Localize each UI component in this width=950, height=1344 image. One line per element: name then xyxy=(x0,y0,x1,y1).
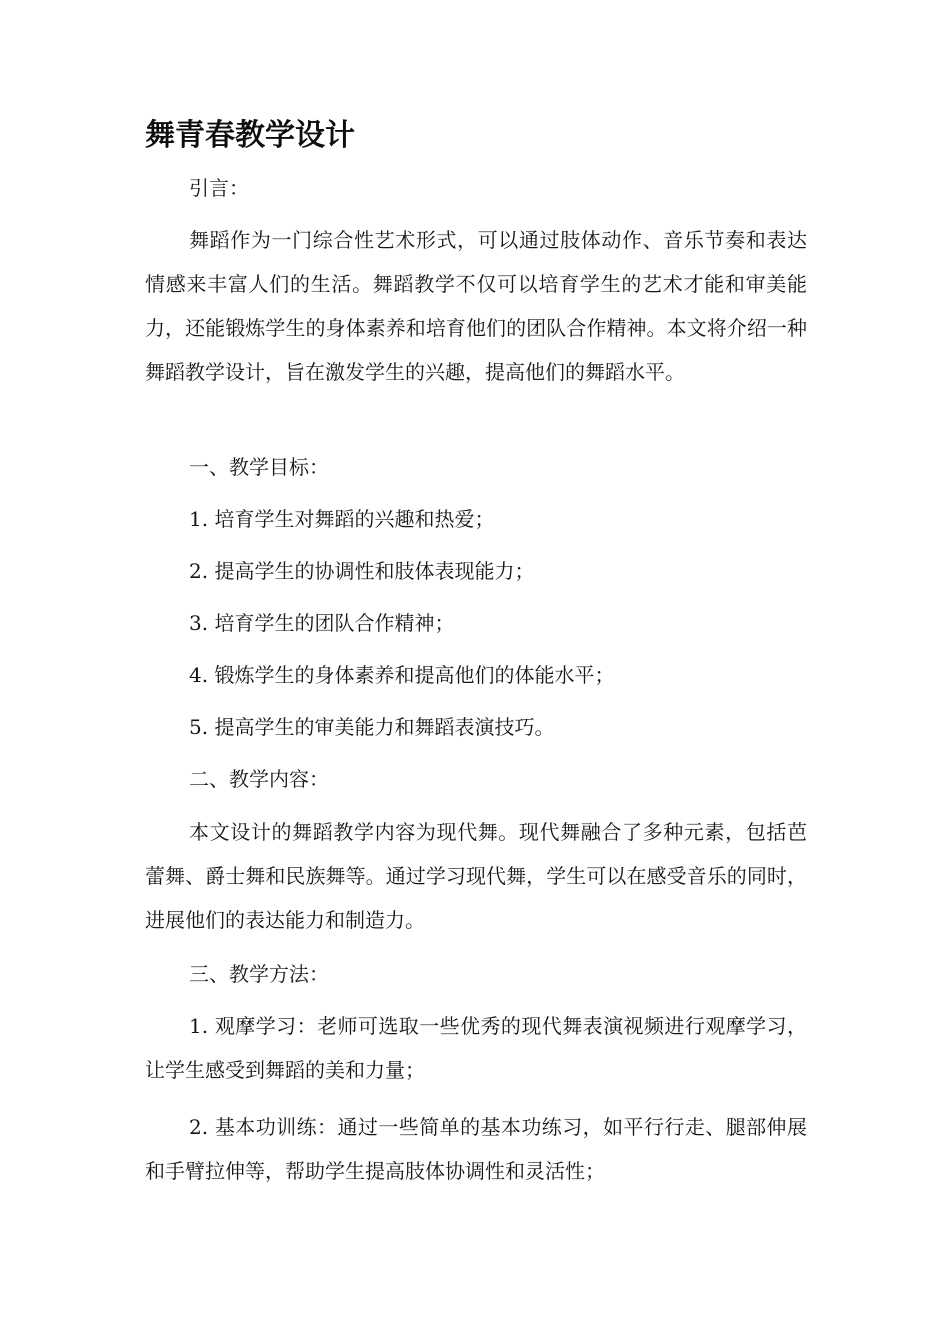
document-title: 舞青春教学设计 xyxy=(145,118,355,153)
section-heading-methods: 三、教学方法： xyxy=(189,962,329,986)
goal-item: 4. 锻炼学生的身体素养和提高他们的体能水平； xyxy=(189,663,615,687)
section-heading-goals: 一、教学目标： xyxy=(189,455,329,479)
content-paragraph: 本文设计的舞蹈教学内容为现代舞。现代舞融合了多种元素，包括芭蕾舞、爵士舞和民族舞等。通过学习现代舞，学生可以在感受音乐的同时，进展他们的表达能力和制造力。 xyxy=(145,820,807,932)
section-heading-content: 二、教学内容： xyxy=(189,767,329,791)
goal-item: 5. 提高学生的审美能力和舞蹈表演技巧。 xyxy=(189,715,555,739)
intro-label: 引言： xyxy=(189,176,249,200)
goal-item: 2. 提高学生的协调性和肢体表现能力； xyxy=(189,559,535,583)
intro-paragraph: 舞蹈作为一门综合性艺术形式，可以通过肢体动作、音乐节奏和表达情感来丰富人们的生活。舞蹈教学不仅可以培育学生的艺术才能和审美能力，还能锻炼学生的身体素养和培育他们的团队合作精神。本文将介绍一种舞蹈教学设计，旨在激发学生的兴趣，提高他们的舞蹈水平。 xyxy=(145,228,807,384)
goal-item: 3. 培育学生的团队合作精神； xyxy=(189,611,455,635)
method-item: 1. 观摩学习：老师可选取一些优秀的现代舞表演视频进行观摩学习，让学生感受到舞蹈的美和力量； xyxy=(145,1014,807,1082)
goal-item: 1. 培育学生对舞蹈的兴趣和热爱； xyxy=(189,507,495,531)
method-item: 2. 基本功训练：通过一些简单的基本功练习，如平行行走、腿部伸展和手臂拉伸等，帮助学生提高肢体协调性和灵活性； xyxy=(145,1115,807,1183)
